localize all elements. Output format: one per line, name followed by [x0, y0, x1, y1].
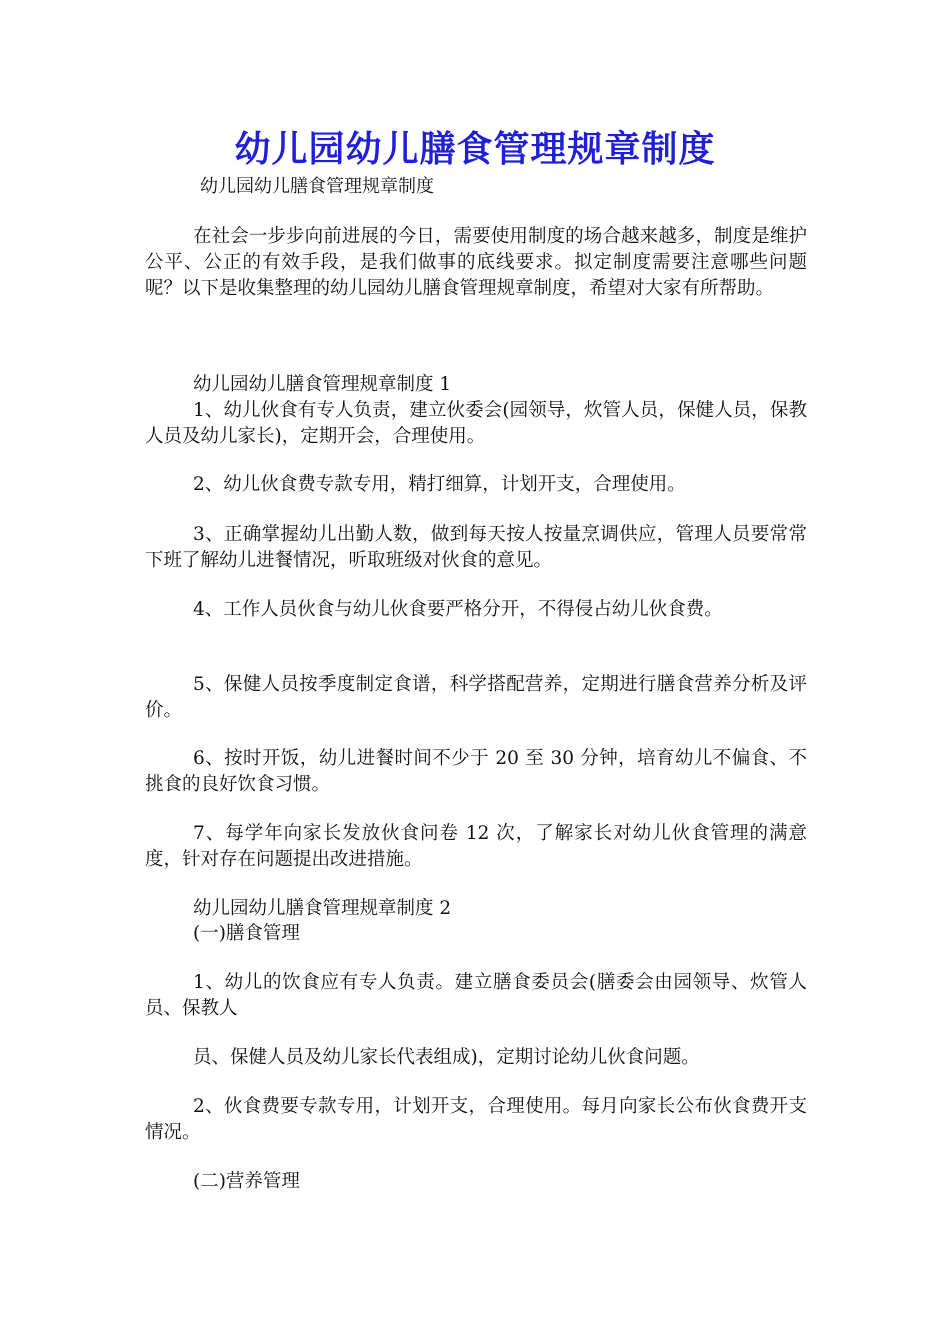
- section1-item-4: 4、工作人员伙食与幼儿伙食要严格分开，不得侵占幼儿伙食费。: [193, 599, 723, 620]
- section1-item-7: 7、每学年向家长发放伙食问卷 12 次，了解家长对幼儿伙食管理的满意度，针对存在问题提出改进措施。: [145, 823, 807, 870]
- section1-item-2: 2、幼儿伙食费专款专用，精打细算，计划开支，合理使用。: [193, 474, 686, 495]
- section1-item-1: 1、幼儿伙食有专人负责，建立伙委会(园领导，炊管人员，保健人员，保教人员及幼儿家长)，定期开会，合理使用。: [145, 400, 807, 447]
- document-subtitle: 幼儿园幼儿膳食管理规章制度: [200, 176, 434, 197]
- section2-item-1-continued: 员、保健人员及幼儿家长代表组成)，定期讨论幼儿伙食问题。: [193, 1047, 700, 1068]
- section2-subheading-1: (一)膳食管理: [193, 923, 300, 944]
- section1-item-5: 5、保健人员按季度制定食谱，科学搭配营养，定期进行膳食营养分析及评价。: [145, 674, 807, 721]
- section2-heading: 幼儿园幼儿膳食管理规章制度 2: [193, 898, 452, 919]
- section2-subheading-2: (二)营养管理: [193, 1171, 300, 1192]
- section1-item-6: 6、按时开饭，幼儿进餐时间不少于 20 至 30 分钟，培育幼儿不偏食、不挑食的良好饮食习惯。: [145, 748, 807, 795]
- section2-item-1: 1、幼儿的饮食应有专人负责。建立膳食委员会(膳委会由园领导、炊管人员、保教人: [145, 972, 807, 1019]
- intro-paragraph: 在社会一步步向前进展的今日，需要使用制度的场合越来越多，制度是维护公平、公正的有效手段，是我们做事的底线要求。拟定制度需要注意哪些问题呢？以下是收集整理的幼儿园幼儿膳食管理规章制度，希望对大家有所帮助。: [145, 226, 807, 299]
- document-title: 幼儿园幼儿膳食管理规章制度: [234, 128, 716, 170]
- section1-heading: 幼儿园幼儿膳食管理规章制度 1: [193, 374, 452, 395]
- section2-item-2: 2、伙食费要专款专用，计划开支，合理使用。每月向家长公布伙食费开支情况。: [145, 1096, 807, 1143]
- section1-item-3: 3、正确掌握幼儿出勤人数，做到每天按人按量烹调供应，管理人员要常常下班了解幼儿进餐情况，听取班级对伙食的意见。: [145, 524, 807, 571]
